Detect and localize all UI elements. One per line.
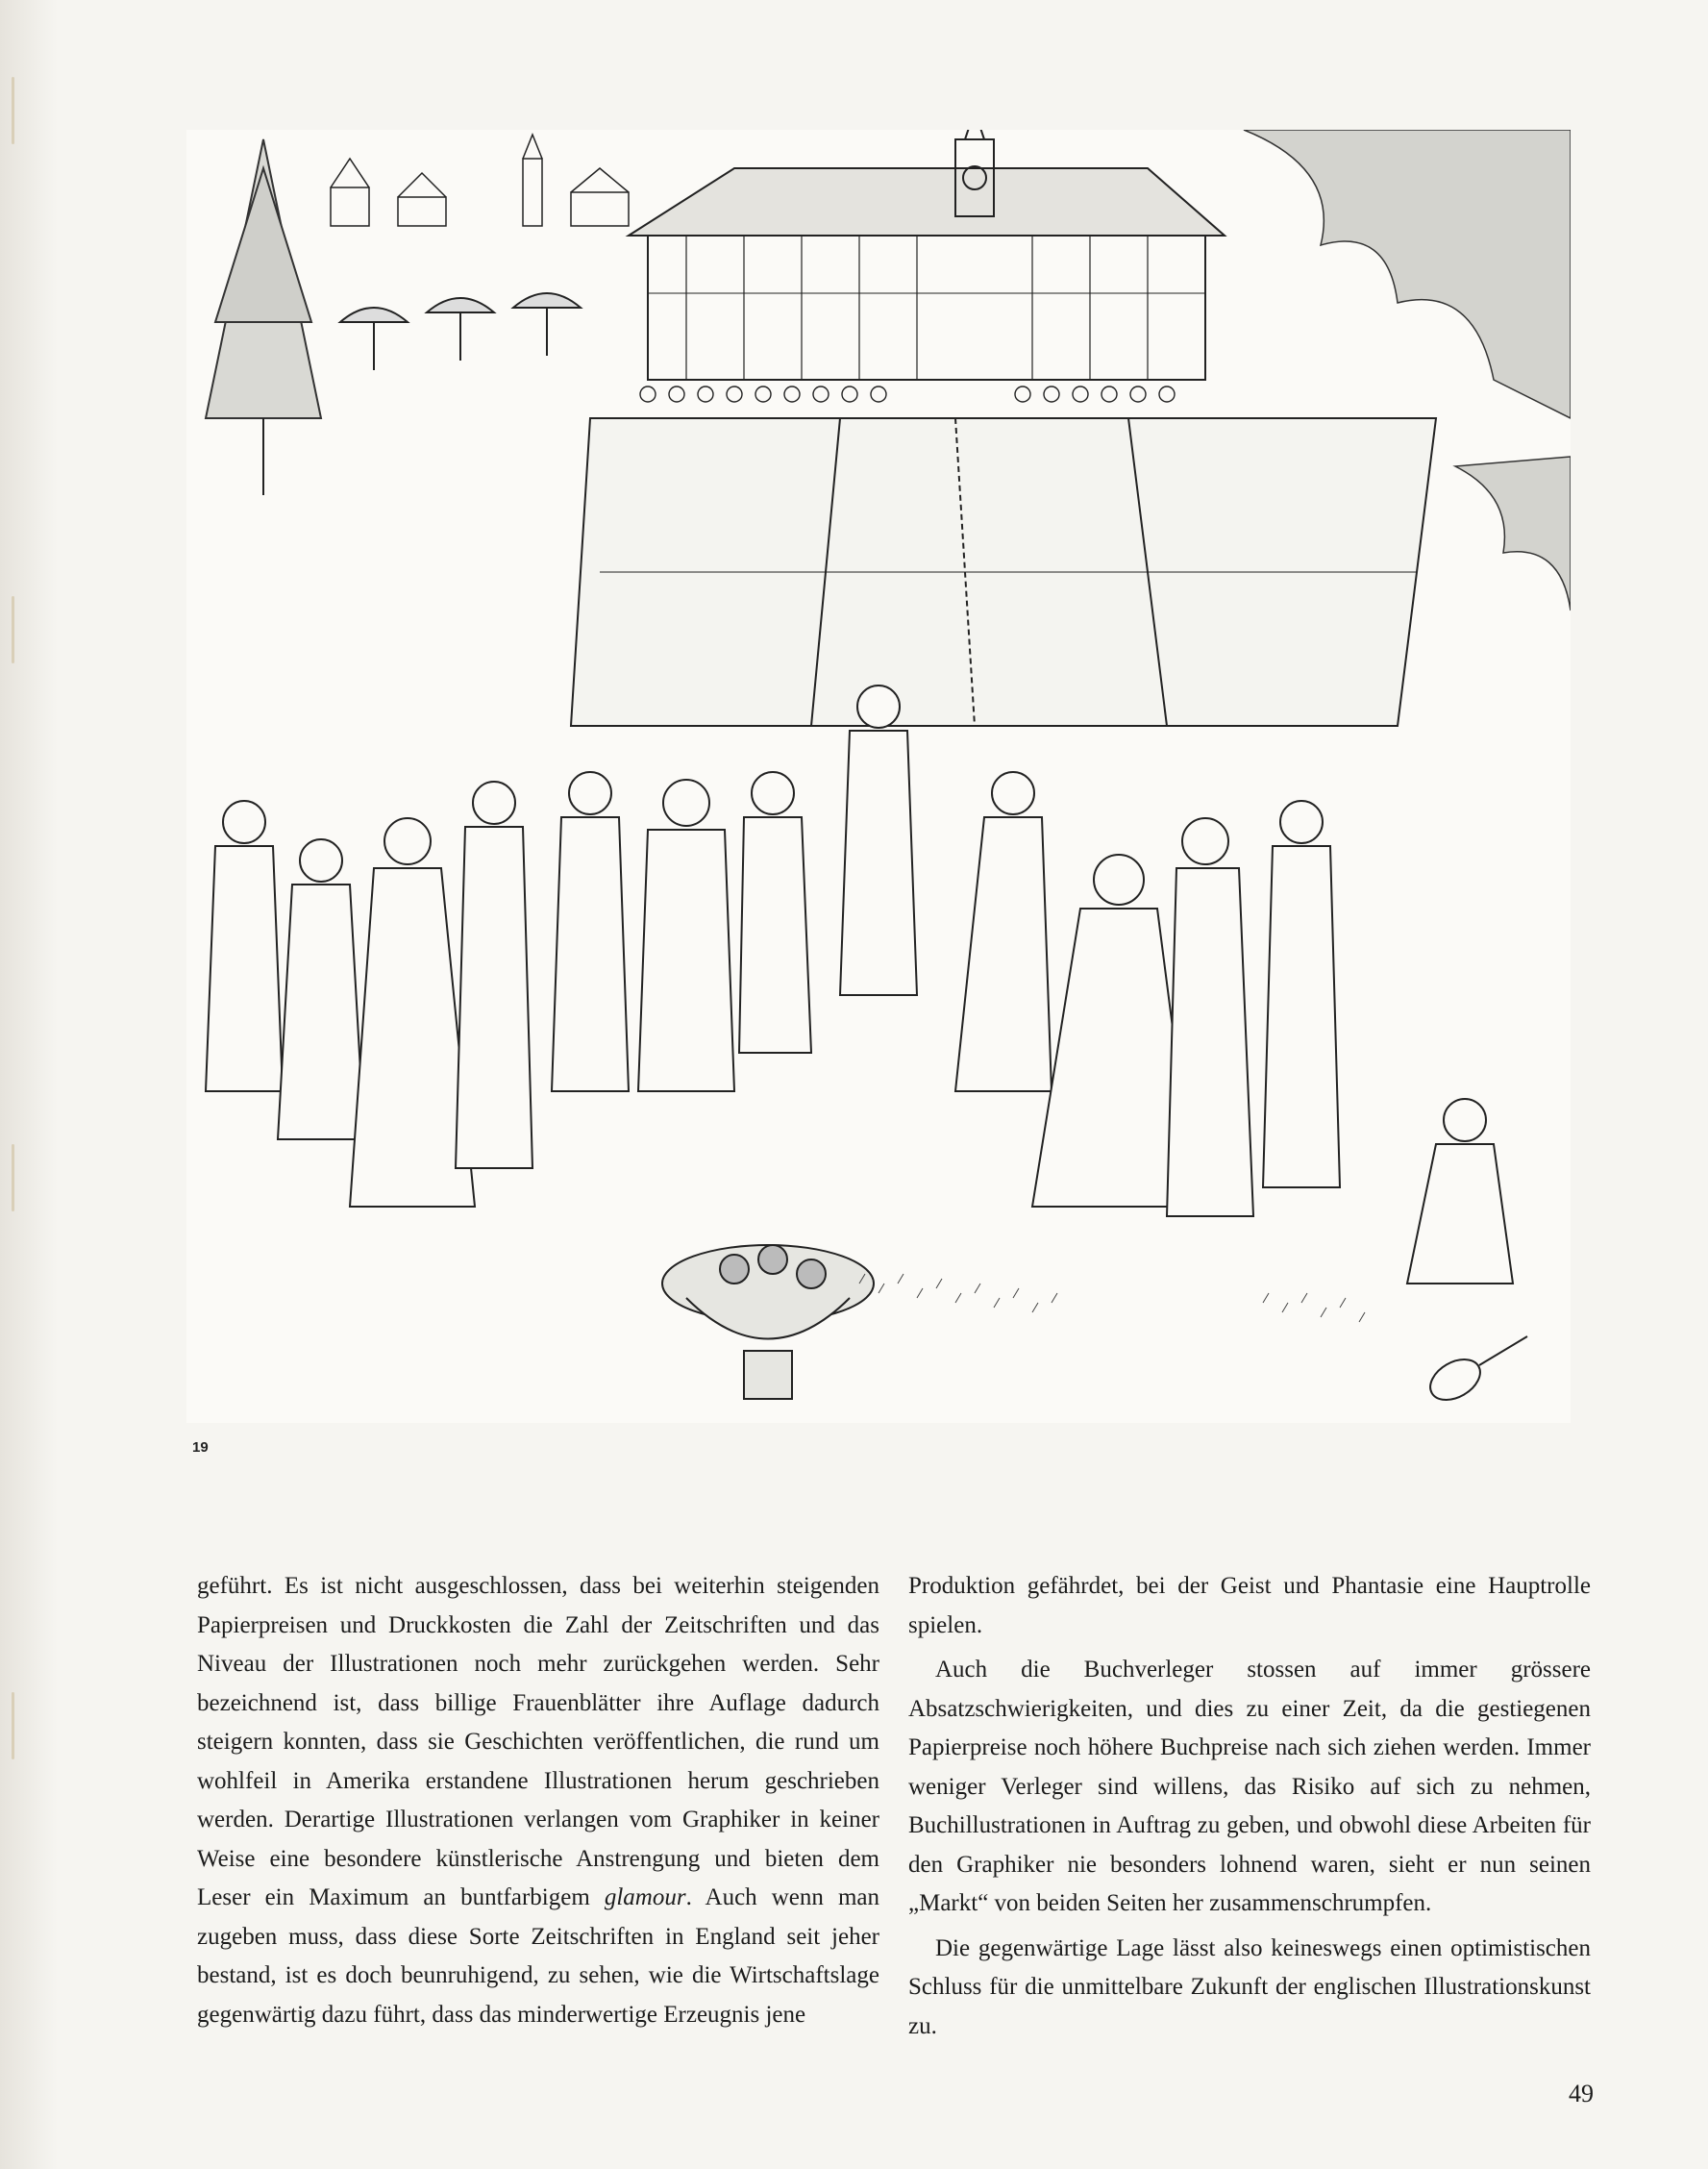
village-skyline	[331, 135, 629, 226]
italic-term: glamour	[604, 1884, 686, 1910]
binding-stitch	[12, 77, 14, 144]
paragraph: Die gegenwärtige Lage lässt also keineswegs einen optimistischen Schluss für die unmittelbare Zukunft der englischen Illustrationskunst zu.	[908, 1934, 1591, 2039]
tree-left	[206, 139, 321, 495]
paragraph: Produktion gefährdet, bei der Geist und Phantasie eine Hauptrolle spielen.	[908, 1573, 1591, 1638]
tennis-courts	[571, 418, 1436, 726]
paragraph-text: . Auch wenn man zugeben muss, dass diese Sorte Zeitschriften in England seit jeher bestand, ist es doch beunruhigend, zu sehen, wie die Wirtschaftslage gegenwärtig dazu führt, dass das minderwertige Erzeugnis jene	[197, 1884, 879, 2028]
clubhouse	[629, 130, 1225, 380]
page-gutter	[0, 0, 58, 2169]
paragraph	[197, 1567, 879, 2034]
flower-urn	[662, 1245, 874, 1399]
tennis-party-illustration	[186, 130, 1571, 1423]
text-column-left	[197, 1567, 879, 2034]
foreground-crowd	[206, 686, 1513, 1284]
parasols	[340, 293, 581, 370]
binding-stitch	[12, 1692, 14, 1759]
grass	[859, 1274, 1365, 1322]
page-number: 49	[1569, 2080, 1594, 2107]
figure-number: 19	[192, 1439, 209, 1456]
spectator-row	[640, 386, 1175, 402]
paragraph-text: geführt. Es ist nicht ausgeschlossen, dass bei weiterhin steigenden Papierpreisen und Druckkosten die Zahl der Zeitschriften und das Niveau der Illustrationen noch mehr zurückgehen werden. Sehr bezeichnend ist, dass billige Frauenblätter ihre Auflage dadurch steigern konnten, dass sie Geschichten veröffentlichen, die rund um wohlfeil in Amerika erstandene Illustrationen herum geschrieben werden. Derartige Illustrationen verlangen vom Graphiker in keiner Weise eine besondere künstlerische Anstrengung und bieten dem Leser ein Maximum an buntfarbigem	[197, 1573, 879, 1910]
paragraph: Auch die Buchverleger stossen auf immer grössere Absatzschwierigkeiten, und dies zu einer Zeit, da die gestiegenen Papierpreise noch höhere Buchpreise nach sich ziehen werden. Immer weniger Verleger sind willens, das Risiko auf sich zu nehmen, Buchillustrationen in Auftrag zu geben, und obwohl diese Arbeiten für den Graphiker nie besonders lohnend waren, sieht er nun seinen „Markt“ von beiden Seiten her zusammenschrumpfen.	[908, 1657, 1591, 1916]
text-column-right	[908, 1567, 1591, 2046]
binding-stitch	[12, 1144, 14, 1211]
binding-stitch	[12, 596, 14, 663]
tennis-racket	[1423, 1336, 1527, 1409]
